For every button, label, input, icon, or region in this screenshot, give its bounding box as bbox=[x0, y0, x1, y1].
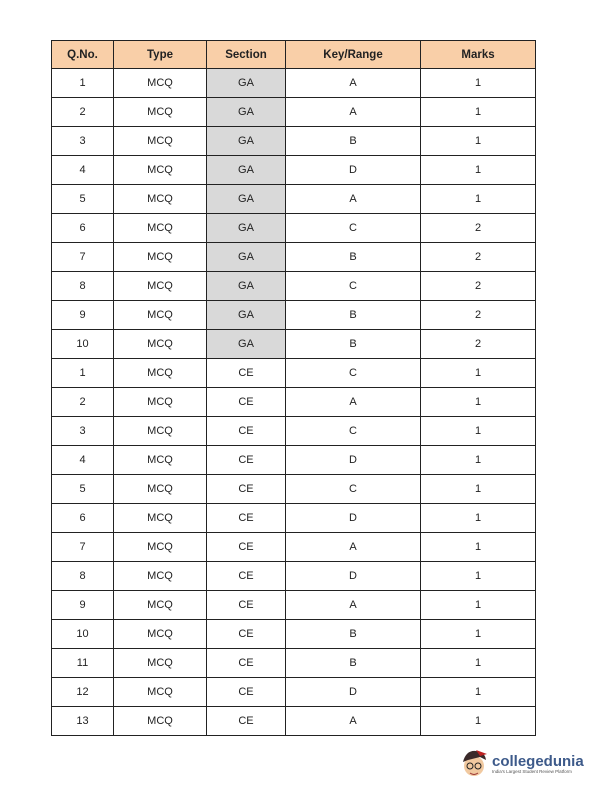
table-cell: 1 bbox=[421, 562, 536, 591]
header-row bbox=[52, 41, 536, 69]
column-header: Type bbox=[114, 41, 207, 69]
table-row bbox=[52, 301, 536, 330]
table-cell: GA bbox=[207, 69, 286, 98]
table-cell: MCQ bbox=[114, 620, 207, 649]
table-cell: 8 bbox=[52, 562, 114, 591]
table-cell: 1 bbox=[421, 707, 536, 736]
table-cell: 1 bbox=[52, 359, 114, 388]
table-row bbox=[52, 504, 536, 533]
table-cell: 2 bbox=[421, 243, 536, 272]
table-cell: MCQ bbox=[114, 98, 207, 127]
table-cell: GA bbox=[207, 127, 286, 156]
table-cell: 13 bbox=[52, 707, 114, 736]
table-cell: 1 bbox=[421, 504, 536, 533]
table-cell: A bbox=[286, 69, 421, 98]
table-cell: CE bbox=[207, 678, 286, 707]
table-cell: MCQ bbox=[114, 417, 207, 446]
table-cell: MCQ bbox=[114, 533, 207, 562]
table-cell: 4 bbox=[52, 156, 114, 185]
table-cell: C bbox=[286, 214, 421, 243]
table-cell: 1 bbox=[421, 359, 536, 388]
table-cell: 1 bbox=[421, 533, 536, 562]
table-cell: MCQ bbox=[114, 562, 207, 591]
table-cell: 1 bbox=[421, 446, 536, 475]
table-cell: B bbox=[286, 330, 421, 359]
table-cell: MCQ bbox=[114, 214, 207, 243]
table-row bbox=[52, 185, 536, 214]
table-cell: B bbox=[286, 649, 421, 678]
table-cell: 12 bbox=[52, 678, 114, 707]
table-cell: MCQ bbox=[114, 707, 207, 736]
answer-key-table bbox=[51, 40, 536, 736]
table-cell: 8 bbox=[52, 272, 114, 301]
table-cell: GA bbox=[207, 301, 286, 330]
table-cell: MCQ bbox=[114, 69, 207, 98]
table-cell: MCQ bbox=[114, 185, 207, 214]
table-cell: C bbox=[286, 417, 421, 446]
table-row bbox=[52, 127, 536, 156]
table-cell: CE bbox=[207, 533, 286, 562]
table-cell: GA bbox=[207, 185, 286, 214]
table-cell: GA bbox=[207, 330, 286, 359]
table-cell: 1 bbox=[421, 417, 536, 446]
table-cell: C bbox=[286, 475, 421, 504]
table-cell: D bbox=[286, 678, 421, 707]
table-cell: 2 bbox=[421, 301, 536, 330]
table-cell: 1 bbox=[421, 98, 536, 127]
table-cell: 1 bbox=[52, 69, 114, 98]
table-cell: GA bbox=[207, 98, 286, 127]
table-cell: 1 bbox=[421, 156, 536, 185]
table-cell: C bbox=[286, 359, 421, 388]
table-cell: C bbox=[286, 272, 421, 301]
table-cell: MCQ bbox=[114, 359, 207, 388]
table-cell: 1 bbox=[421, 475, 536, 504]
table-cell: 7 bbox=[52, 243, 114, 272]
table-row bbox=[52, 678, 536, 707]
table-cell: MCQ bbox=[114, 591, 207, 620]
table-cell: MCQ bbox=[114, 388, 207, 417]
table-cell: D bbox=[286, 446, 421, 475]
table-cell: CE bbox=[207, 649, 286, 678]
table-cell: 1 bbox=[421, 591, 536, 620]
table-cell: 3 bbox=[52, 417, 114, 446]
table-cell: 3 bbox=[52, 127, 114, 156]
table-cell: GA bbox=[207, 272, 286, 301]
table-row bbox=[52, 69, 536, 98]
table-cell: GA bbox=[207, 243, 286, 272]
table-cell: 5 bbox=[52, 185, 114, 214]
table-cell: 2 bbox=[52, 98, 114, 127]
table-cell: 5 bbox=[52, 475, 114, 504]
table-cell: MCQ bbox=[114, 127, 207, 156]
logo-tagline: India's Largest Student Review Platform bbox=[492, 769, 572, 774]
table-cell: 6 bbox=[52, 214, 114, 243]
table-cell: CE bbox=[207, 388, 286, 417]
column-header: Marks bbox=[421, 41, 536, 69]
table-row bbox=[52, 591, 536, 620]
table-cell: MCQ bbox=[114, 649, 207, 678]
table-row bbox=[52, 707, 536, 736]
table-cell: CE bbox=[207, 707, 286, 736]
table-cell: 11 bbox=[52, 649, 114, 678]
table-cell: B bbox=[286, 620, 421, 649]
table-row bbox=[52, 475, 536, 504]
table-cell: 6 bbox=[52, 504, 114, 533]
table-cell: B bbox=[286, 301, 421, 330]
table-cell: 10 bbox=[52, 330, 114, 359]
table-row bbox=[52, 156, 536, 185]
table-row bbox=[52, 446, 536, 475]
table-row bbox=[52, 359, 536, 388]
table-cell: A bbox=[286, 707, 421, 736]
table-cell: A bbox=[286, 185, 421, 214]
mascot-icon bbox=[460, 746, 488, 782]
table-row bbox=[52, 272, 536, 301]
table-cell: MCQ bbox=[114, 272, 207, 301]
table-cell: A bbox=[286, 533, 421, 562]
table-cell: 7 bbox=[52, 533, 114, 562]
table-cell: 2 bbox=[421, 330, 536, 359]
table-cell: 9 bbox=[52, 591, 114, 620]
table-cell: MCQ bbox=[114, 156, 207, 185]
table-row bbox=[52, 533, 536, 562]
table-cell: 2 bbox=[52, 388, 114, 417]
table-cell: CE bbox=[207, 417, 286, 446]
column-header: Key/Range bbox=[286, 41, 421, 69]
table-cell: 2 bbox=[421, 214, 536, 243]
table-cell: CE bbox=[207, 620, 286, 649]
table-cell: D bbox=[286, 504, 421, 533]
table-cell: 10 bbox=[52, 620, 114, 649]
table-cell: 1 bbox=[421, 185, 536, 214]
table-cell: 2 bbox=[421, 272, 536, 301]
logo-name: collegedunia bbox=[492, 753, 584, 770]
table-cell: CE bbox=[207, 359, 286, 388]
table-row bbox=[52, 562, 536, 591]
table-cell: A bbox=[286, 591, 421, 620]
table-cell: MCQ bbox=[114, 301, 207, 330]
column-header: Q.No. bbox=[52, 41, 114, 69]
table-cell: CE bbox=[207, 591, 286, 620]
table-cell: 1 bbox=[421, 69, 536, 98]
table-cell: 1 bbox=[421, 620, 536, 649]
table-cell: 1 bbox=[421, 678, 536, 707]
table-cell: 4 bbox=[52, 446, 114, 475]
column-header: Section bbox=[207, 41, 286, 69]
collegedunia-logo bbox=[446, 739, 606, 789]
table-row bbox=[52, 98, 536, 127]
table-cell: CE bbox=[207, 475, 286, 504]
table-cell: D bbox=[286, 562, 421, 591]
table-cell: D bbox=[286, 156, 421, 185]
table-cell: MCQ bbox=[114, 243, 207, 272]
table-cell: A bbox=[286, 98, 421, 127]
table-row bbox=[52, 649, 536, 678]
table-cell: CE bbox=[207, 504, 286, 533]
table-cell: MCQ bbox=[114, 678, 207, 707]
table-cell: GA bbox=[207, 214, 286, 243]
table-cell: 1 bbox=[421, 127, 536, 156]
table-cell: 9 bbox=[52, 301, 114, 330]
table-cell: CE bbox=[207, 446, 286, 475]
table-row bbox=[52, 388, 536, 417]
table-row bbox=[52, 620, 536, 649]
table-cell: 1 bbox=[421, 649, 536, 678]
table-cell: CE bbox=[207, 562, 286, 591]
table-row bbox=[52, 330, 536, 359]
table-cell: 1 bbox=[421, 388, 536, 417]
table-cell: A bbox=[286, 388, 421, 417]
table-cell: MCQ bbox=[114, 330, 207, 359]
table-row bbox=[52, 417, 536, 446]
table-cell: B bbox=[286, 127, 421, 156]
table-cell: B bbox=[286, 243, 421, 272]
table-cell: MCQ bbox=[114, 475, 207, 504]
table-cell: GA bbox=[207, 156, 286, 185]
table-cell: MCQ bbox=[114, 504, 207, 533]
table-cell: MCQ bbox=[114, 446, 207, 475]
table-row bbox=[52, 243, 536, 272]
table-row bbox=[52, 214, 536, 243]
